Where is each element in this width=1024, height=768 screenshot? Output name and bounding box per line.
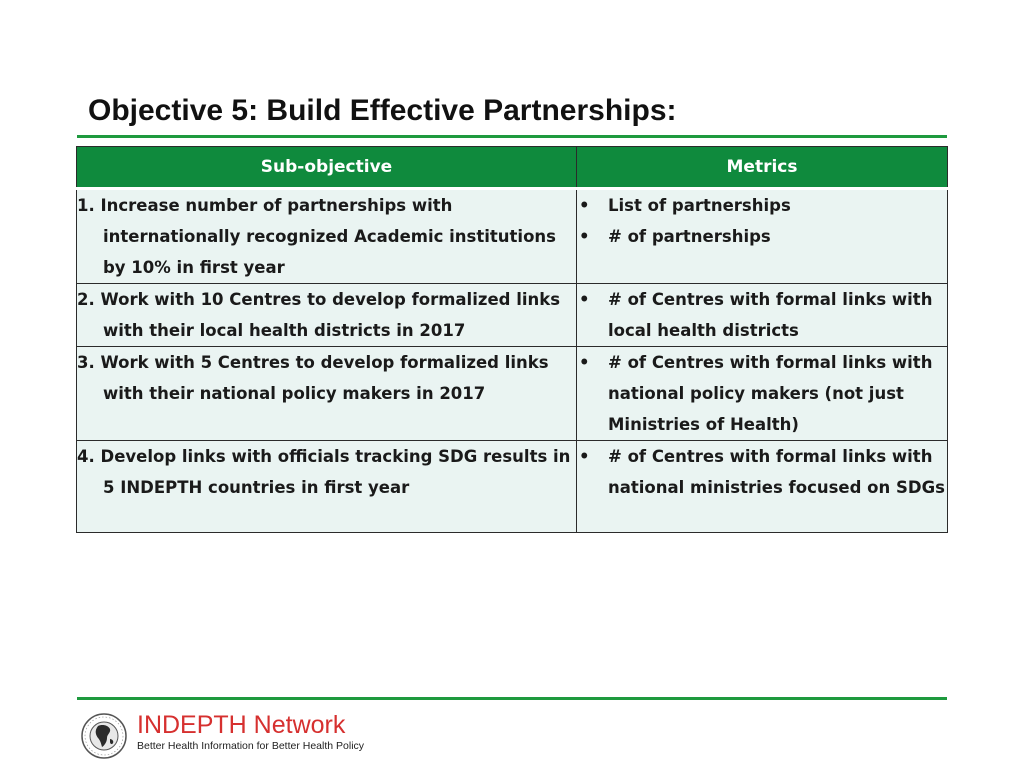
bullet-icon: • [579,290,590,309]
metrics-cell [577,189,948,284]
sub-objective-text: 2. Work with 10 Centres to develop formalized links with their local health districts in 2017 [77,290,561,340]
footer-divider [77,697,947,700]
sub-objective-text: 4. Develop links with officials tracking SDG results in 5 INDEPTH countries in first year [77,447,571,497]
metric-item: • List of partnerships [577,190,947,221]
title-divider [77,135,947,138]
brand-tagline: Better Health Information for Better Health Policy [137,740,365,752]
table-row [77,441,948,533]
metric-item: • # of partnerships [577,221,947,252]
sub-objective-cell [77,347,577,441]
metrics-cell [577,284,948,347]
metrics-cell [577,441,948,533]
globe-seal-icon [80,712,128,760]
sub-objective-text: 1. Increase number of partnerships with internationally recognized Academic institutions by 10% in first year [77,196,556,277]
table-row [77,347,948,441]
slide-title: Objective 5: Build Effective Partnerships: [88,94,677,127]
bullet-icon: • [579,447,590,466]
sub-objective-text: 3. Work with 5 Centres to develop formalized links with their national policy makers in 2017 [77,353,549,403]
sub-objective-cell [77,189,577,284]
metric-item: • # of Centres with formal links with national ministries focused on SDGs [577,441,947,503]
table-header-row [77,147,948,189]
sub-objective-cell [77,441,577,533]
metric-item: • # of Centres with formal links with local health districts [577,284,947,346]
header-sub-objective: Sub-objective [77,147,577,189]
sub-objective-cell [77,284,577,347]
bullet-icon: • [579,196,590,215]
table-row [77,189,948,284]
bullet-icon: • [579,227,590,246]
brand-name: INDEPTH Network [137,711,346,739]
metrics-cell [577,347,948,441]
table-row [77,284,948,347]
metric-item: • # of Centres with formal links with national policy makers (not just Ministries of Health) [577,347,947,440]
objectives-table [76,146,948,533]
bullet-icon: • [579,353,590,372]
header-metrics: Metrics [577,147,948,189]
